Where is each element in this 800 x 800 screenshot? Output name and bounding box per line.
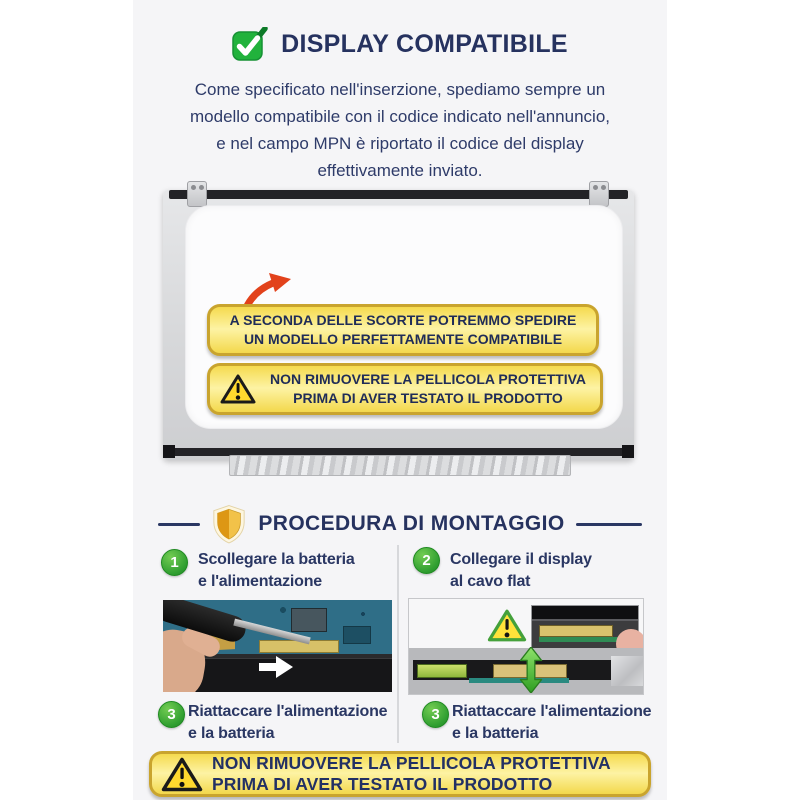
lcd-panel-photo xyxy=(163,190,634,460)
green-check-icon xyxy=(232,27,268,61)
bottom-warning-line: PRIMA DI AVER TESTATO IL PRODOTTO xyxy=(212,774,553,794)
battery xyxy=(197,658,392,692)
panel-bottom-cap-left xyxy=(163,445,175,458)
step-3-line: Riattaccare l'alimentazione xyxy=(188,703,388,720)
stock-note-line: A SECONDA DELLE SCORTE POTREMMO SPEDIRE xyxy=(229,312,577,328)
gold-shield-icon xyxy=(211,504,247,544)
step-badge-2: 2 xyxy=(413,547,440,574)
step-3-line: Riattaccare l'alimentazione xyxy=(452,703,652,720)
step-1-line: Scollegare la batteria xyxy=(198,551,355,568)
bottom-warning-line: NON RIMUOVERE LA PELLICOLA PROTETTIVA xyxy=(212,753,611,773)
stock-note-box xyxy=(207,304,599,356)
step-badge-3-right: 3 xyxy=(422,701,449,728)
intro-line: Come specificato nell'inserzione, spediamo sempre un xyxy=(194,80,606,99)
bottom-warning-text xyxy=(212,753,611,795)
page-header xyxy=(133,24,667,64)
white-right-arrow-icon xyxy=(259,656,293,678)
step-2-label xyxy=(450,549,592,593)
connector-bar xyxy=(532,606,638,621)
step-3-left-label xyxy=(188,701,387,745)
film-warning-box xyxy=(207,363,603,415)
panel-foil-strip xyxy=(229,455,571,476)
bottom-warning-box xyxy=(149,751,651,797)
chip xyxy=(291,608,327,632)
intro-line: effettivamente inviato. xyxy=(317,161,483,180)
connector-inset-photo xyxy=(531,605,639,652)
stock-note-line: UN MODELLO PERFETTAMENTE COMPATIBILE xyxy=(243,331,563,347)
intro-line: modello compatibile con il codice indicato nell'annuncio, xyxy=(190,107,610,126)
step-2-line: Collegare il display xyxy=(450,551,592,568)
panel-top-bar xyxy=(169,190,628,199)
pcb-strip xyxy=(539,637,625,642)
film-warning-line: PRIMA DI AVER TESTATO IL PRODOTTO xyxy=(293,390,563,406)
film-warning-text xyxy=(264,370,592,408)
green-updown-arrow-icon xyxy=(519,647,543,693)
lcd-connector xyxy=(417,664,467,678)
flat-cable xyxy=(539,625,613,637)
step-3-line: e la batteria xyxy=(452,725,539,742)
step-3-right-label xyxy=(452,701,651,745)
step-1-label xyxy=(198,549,355,593)
step-1-line: e l'alimentazione xyxy=(198,573,322,590)
warning-triangle-icon xyxy=(220,373,256,405)
step-badge-1: 1 xyxy=(161,549,188,576)
foil-tape xyxy=(611,656,643,686)
intro-line: e nel campo MPN è riportato il codice del display xyxy=(216,134,584,153)
step-2-line: al cavo flat xyxy=(450,573,531,590)
page-title: DISPLAY COMPATIBILE xyxy=(281,29,568,58)
hinge-bracket-right xyxy=(589,181,609,207)
procedure-title: PROCEDURA DI MONTAGGIO xyxy=(258,512,565,535)
lcd-panel-figure xyxy=(133,178,667,492)
warning-triangle-icon xyxy=(487,608,527,643)
photo-disconnect-battery xyxy=(163,600,392,692)
intro-paragraph xyxy=(140,76,660,184)
chip xyxy=(343,626,371,644)
procedure-header xyxy=(133,502,667,546)
header-rule-left xyxy=(158,523,200,526)
photo-connect-flat-cable xyxy=(408,598,644,695)
header-rule-right xyxy=(576,523,642,526)
panel-bottom-cap-right xyxy=(622,445,634,458)
warning-triangle-icon xyxy=(161,756,203,793)
step-badge-3-left: 3 xyxy=(158,701,185,728)
step-3-line: e la batteria xyxy=(188,725,275,742)
film-warning-line: NON RIMUOVERE LA PELLICOLA PROTETTIVA xyxy=(269,371,587,387)
hinge-bracket-left xyxy=(187,181,207,207)
column-divider xyxy=(397,545,399,743)
